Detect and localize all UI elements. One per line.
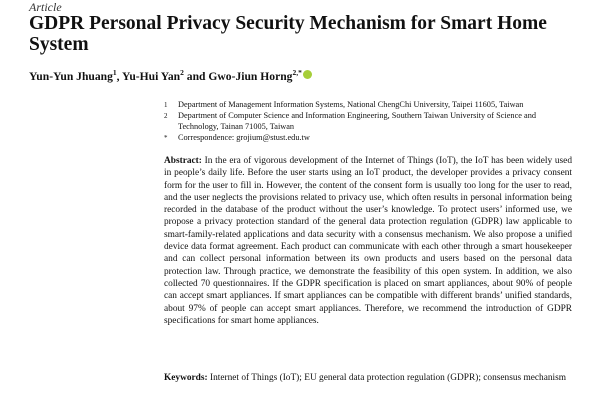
affiliation-text: Department of Management Information Systems, National ChengChi University, Taipei 11605, Taiwan bbox=[178, 100, 524, 109]
affiliation-number: 2 bbox=[164, 111, 168, 120]
affiliation-item bbox=[164, 133, 564, 144]
orcid-icon[interactable] bbox=[303, 70, 312, 79]
affiliation-number: 1 bbox=[164, 101, 168, 109]
affiliation-item bbox=[164, 111, 564, 133]
article-type: Article bbox=[29, 0, 62, 14]
author-name: Yun-Yun Jhuang bbox=[29, 70, 113, 83]
affiliation-item bbox=[164, 100, 564, 111]
correspondence-text: Correspondence: grojium@stust.edu.tw bbox=[178, 132, 310, 142]
affiliation-number: * bbox=[164, 133, 168, 142]
paper-title: GDPR Personal Privacy Security Mechanism for Smart Home System bbox=[29, 13, 547, 55]
author-affiliation-sup: 1 bbox=[112, 68, 117, 77]
author-affiliation-sup: 2 bbox=[180, 68, 184, 77]
affiliations bbox=[164, 100, 564, 144]
author-affiliation-sup: 2,* bbox=[292, 68, 302, 77]
author-name: Yu-Hui Yan bbox=[122, 70, 181, 83]
keywords bbox=[164, 372, 572, 384]
abstract-label: Abstract: bbox=[164, 156, 202, 166]
abstract bbox=[164, 155, 572, 327]
author-name: Gwo-Jiun Horng bbox=[208, 70, 293, 83]
author-separator: and bbox=[183, 70, 209, 83]
keywords-text: Internet of Things (IoT); EU general data protection regulation (GDPR); consensus mechanism bbox=[209, 373, 567, 383]
abstract-text: In the era of vigorous development of the Internet of Things (IoT), the IoT has been widely used in people’s daily life. Before the user starts using an IoT product, the developer provides a privacy consent form for the user to fill in. However, the content of the consent form is usually too long for the user to read, and the user neglects the provisions related to privacy use, which often results in personal information being recorded in the database of the product without the user’s knowledge. To protect users’ informed use, we propose a privacy protection standard of the general data protection regulation (GDPR) law applicable to smart-family-related applications and data security with a consensus mechanism. We also propose a unified device data format agreement. Each product can communicate with each other through a smart housekeeper and can collect personal information between its own products and users based on the personal data protection law. Through practice, we demonstrate the feasibility of this open system. In addition, we also collected 70 questionnaires. If the GDPR specification is placed on smart appliances, about 90% of people can accept smart appliances. If smart appliances can be compatible with different brands’ unified standards, about 97% of people can accept smart appliances. Therefore, we recommend the introduction of GDPR specifications for smart home appliances. bbox=[164, 156, 572, 326]
affiliation-text: Department of Computer Science and Information Engineering, Southern Taiwan University of Science and Technology, Tainan 71005, Taiwan bbox=[178, 110, 537, 131]
author-separator: , bbox=[116, 70, 123, 83]
author-list bbox=[29, 68, 569, 83]
keywords-label: Keywords: bbox=[164, 373, 208, 383]
